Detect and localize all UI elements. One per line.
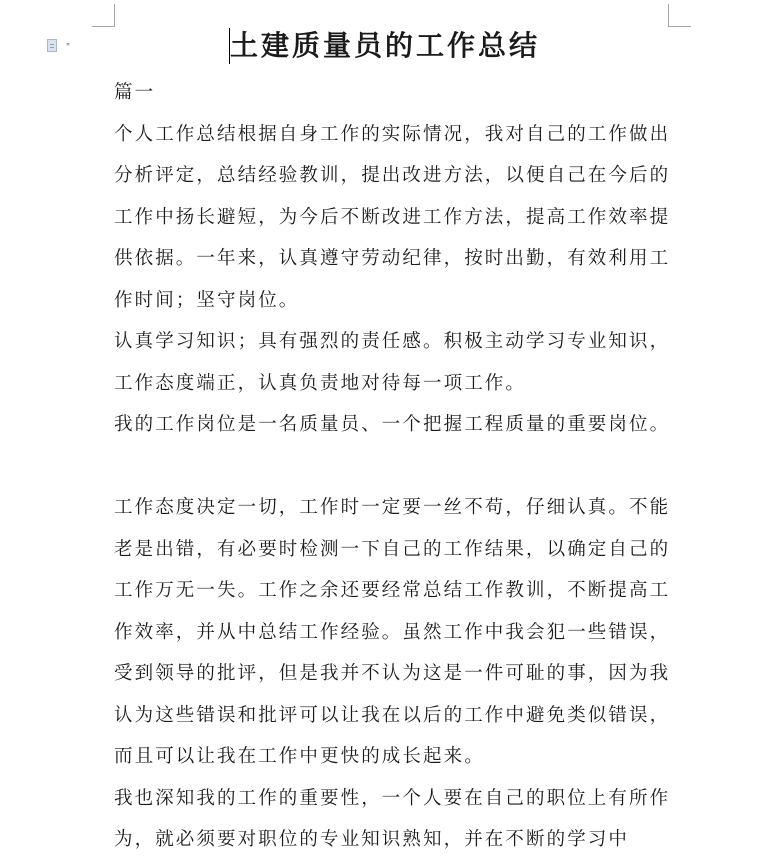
paragraph-3: 我的工作岗位是一名质量员、一个把握工程质量的重要岗位。 bbox=[114, 414, 671, 435]
page-glyph-icon bbox=[47, 39, 57, 52]
document-body[interactable] bbox=[114, 72, 674, 861]
chevron-down-icon bbox=[66, 43, 70, 46]
blank-line bbox=[114, 446, 674, 488]
paragraph-2: 认真学习知识；具有强烈的责任感。积极主动学习专业知识，工作态度端正，认真负责地对待每一项工作。 bbox=[114, 331, 671, 394]
document-title: 土建质量员的工作总结 bbox=[230, 29, 541, 62]
paragraph-5: 我也深知我的工作的重要性，一个人要在自己的职位上有所作为，就必须要对职位的专业知识熟知，并在不断的学习中 bbox=[114, 787, 671, 850]
document-icon[interactable] bbox=[47, 38, 59, 52]
paragraph-4: 工作态度决定一切，工作时一定要一丝不苟，仔细认真。不能老是出错，有必要时检测一下自己的工作结果，以确定自己的工作万无一失。工作之余还要经常总结工作教训，不断提高工作效率，并从中总结工作经验。虽然工作中我会犯一些错误，受到领导的批评，但是我并不认为这是一件可耻的事，因为我认为这些错误和批评可以让我在以后的工作中避免类似错误，而且可以让我在工作中更快的成长起来。 bbox=[114, 497, 671, 767]
paragraph-1: 个人工作总结根据自身工作的实际情况，我对自己的工作做出分析评定，总结经验教训，提出改进方法，以便自己在今后的工作中扬长避短，为今后不断改进工作方法，提高工作效率提供依据。一年来，认真遵守劳动纪律，按时出勤，有效利用工作时间；坚守岗位。 bbox=[114, 123, 671, 311]
page-corner-mark-top-left bbox=[92, 4, 115, 27]
section-label: 篇一 bbox=[114, 82, 156, 103]
page-corner-mark-top-right bbox=[668, 4, 691, 27]
